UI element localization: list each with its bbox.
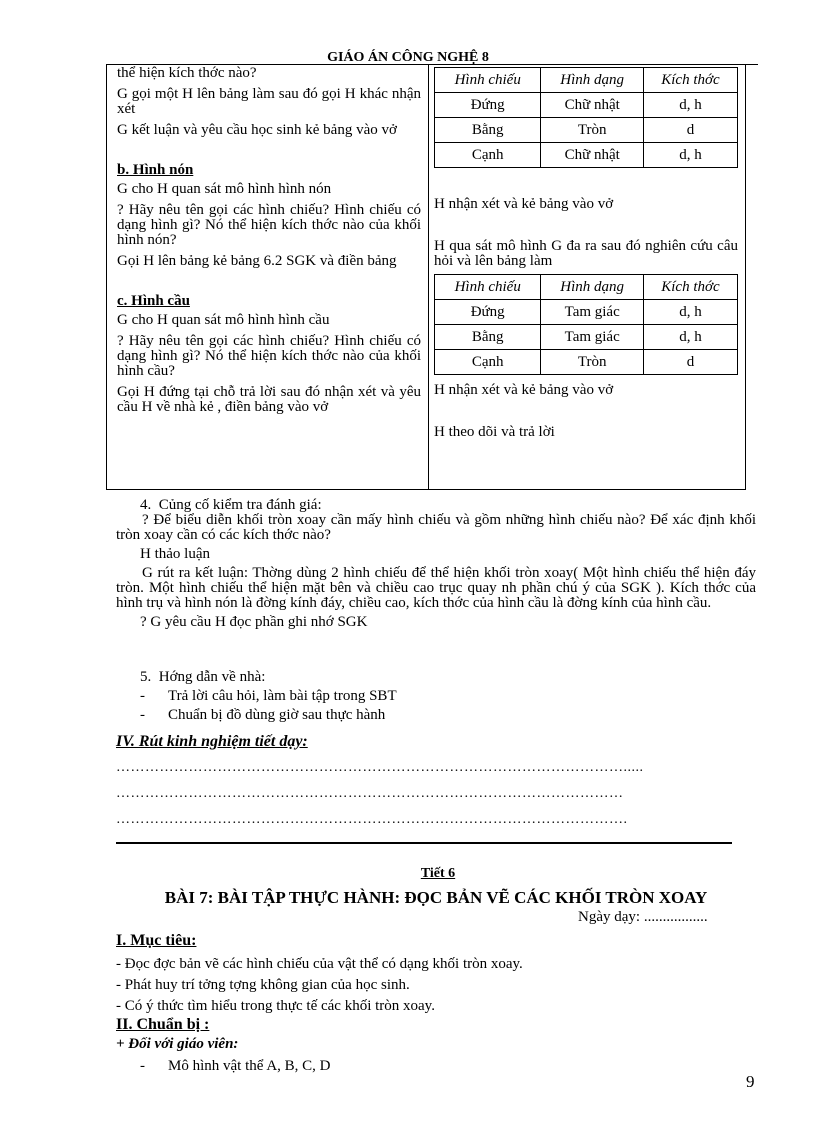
left-p2: G gọi một H lên bảng làm sau đó gọi H khác nhận xét [117, 86, 421, 117]
objectives-title: I. Mục tiêu: [116, 932, 197, 949]
section-4-number: 4. [140, 497, 152, 513]
table-cell: Cạnh [435, 143, 541, 168]
section-4-question: ? Để biểu diễn khối tròn xoay cần mấy hình chiếu và gồm những hình chiếu nào? Để xác định khối tròn xoay cần có các kích thớc nào? [116, 512, 756, 543]
teaching-date: Ngày dạy: ................. [578, 909, 708, 925]
table-row [435, 93, 738, 118]
list-item: - Trả lời câu hỏi, làm bài tập trong SBT [140, 688, 397, 704]
table-header-cell: Kích thớc [643, 68, 737, 93]
cone-projection-table [434, 274, 738, 375]
left-p6: Gọi H lên bảng kẻ bảng 6.2 SGK và điền bảng [117, 253, 397, 269]
table-cell: Cạnh [435, 350, 541, 375]
section-4 [116, 498, 756, 630]
table-cell: Tròn [541, 350, 644, 375]
table-cell: Bằng [435, 118, 541, 143]
right-r4: H theo dõi và trả lời [434, 424, 555, 440]
section-5-number: 5. [140, 669, 152, 685]
table-row [435, 300, 738, 325]
table-cell: d [643, 118, 737, 143]
left-p8: ? Hãy nêu tên gọi các hình chiếu? Hình chiếu có dạng hình gì? Nó thể hiện kích thớc nào của khối hình cầu? [117, 333, 421, 379]
table-cell: Tam giác [541, 300, 644, 325]
table-header-cell: Hình chiếu [435, 275, 541, 300]
dotted-line: ……………………………………………………………………………………………..... [116, 760, 644, 775]
right-r1: H nhận xét và kẻ bảng vào vở [434, 196, 614, 212]
section-4-discussion: H thảo luận [140, 546, 210, 562]
preparation-title: II. Chuẩn bị : [116, 1016, 210, 1033]
page-number: 9 [746, 1072, 755, 1091]
table-header-cell: Hình dạng [541, 68, 644, 93]
table-cell: d, h [643, 93, 737, 118]
section-b-title: b. Hình nón [117, 162, 194, 178]
section-5-heading [116, 670, 756, 685]
list-item: - Mô hình vật thể A, B, C, D [140, 1058, 331, 1074]
left-p4: G cho H quan sát mô hình hình nón [117, 181, 332, 197]
section-5-title: Hớng dẫn về nhà: [158, 669, 266, 685]
activity-table-divider [428, 64, 429, 490]
table-cell: Tròn [541, 118, 644, 143]
teacher-activity-column [117, 66, 421, 415]
right-r3: H nhận xét và kẻ bảng vào vở [434, 382, 614, 398]
list-item: - Chuẩn bị đồ dùng giờ sau thực hành [140, 707, 386, 723]
section-c-title: c. Hình cầu [117, 293, 190, 309]
left-p1: thể hiện kích thớc nào? [117, 65, 257, 81]
table-cell: Chữ nhật [541, 93, 644, 118]
list-item: - Có ý thức tìm hiểu trong thực tế các khối tròn xoay. [116, 998, 435, 1014]
left-p3: G kết luận và yêu cầu học sinh kẻ bảng vào vở [117, 122, 397, 138]
teacher-subtitle: + Đối với giáo viên: [116, 1036, 239, 1052]
table-header-row [435, 275, 738, 300]
objectives-list [116, 954, 756, 1017]
table-cell: d, h [643, 300, 737, 325]
lesson-number: Tiết 6 [420, 866, 456, 881]
page-header: GIÁO ÁN CÔNG NGHỆ 8 [327, 50, 489, 65]
table-row [435, 118, 738, 143]
section-4-conclusion: G rút ra kết luận: Thờng dùng 2 hình chiếu để thể hiện khối tròn xoay( Một hình chiếu thể hiện đáy tròn. Một hình chiếu thể hiện mặt bên và chiều cao trục quay nh phần chú ý của SGK ). Kích thớc của hình trụ và hình nón là đờng kính đáy, chiều cao, kích thớc của hình cầu là đờng kính của hình cầu. [116, 565, 756, 611]
table-header-cell: Hình dạng [541, 275, 644, 300]
table-row [435, 325, 738, 350]
section-4-heading [116, 498, 756, 513]
section-4-title: Củng cố kiểm tra đánh giá: [158, 497, 322, 513]
list-item: - Đọc đợc bản vẽ các hình chiếu của vật thể có dạng khối tròn xoay. [116, 956, 523, 972]
table-cell: Đứng [435, 93, 541, 118]
left-p7: G cho H quan sát mô hình hình cầu [117, 312, 330, 328]
table-cell: Bằng [435, 325, 541, 350]
table-header-cell: Hình chiếu [435, 68, 541, 93]
list-item: - Phát huy trí tởng tợng không gian của học sinh. [116, 977, 410, 993]
table-cell: d, h [643, 143, 737, 168]
table-cell: d [643, 350, 737, 375]
dotted-line: ……………………………………………………………………………………………. [116, 812, 628, 827]
table-header-cell: Kích thớc [643, 275, 737, 300]
left-p5: ? Hãy nêu tên gọi các hình chiếu? Hình chiếu có dạng hình gì? Nó thể hiện kích thớc nào của khối hình nón? [117, 202, 421, 248]
table-cell: Chữ nhật [541, 143, 644, 168]
section-5 [116, 670, 756, 723]
table-row [435, 143, 738, 168]
table-row [435, 350, 738, 375]
right-r2: H qua sát mô hình G đa ra sau đó nghiên cứu câu hỏi và lên bảng làm [434, 238, 738, 269]
left-p9: Gọi H đứng tại chỗ trả lời sau đó nhận xét và yêu cầu H về nhà kẻ , điền bảng vào vở [117, 384, 421, 415]
dotted-line: …………………………………………………………………………………………… [116, 786, 624, 801]
separator-line [116, 842, 732, 844]
table-header-row [435, 68, 738, 93]
cylinder-projection-table [434, 67, 738, 168]
table-cell: Tam giác [541, 325, 644, 350]
lesson-title: BÀI 7: BÀI TẬP THỰC HÀNH: ĐỌC BẢN VẼ CÁC KHỐI TRÒN XOAY [164, 888, 708, 907]
section-iv-title: IV. Rút kinh nghiệm tiết dạy: [116, 733, 308, 750]
table-cell: d, h [643, 325, 737, 350]
table-cell: Đứng [435, 300, 541, 325]
section-4-memo: ? G yêu cầu H đọc phần ghi nhớ SGK [140, 614, 368, 630]
